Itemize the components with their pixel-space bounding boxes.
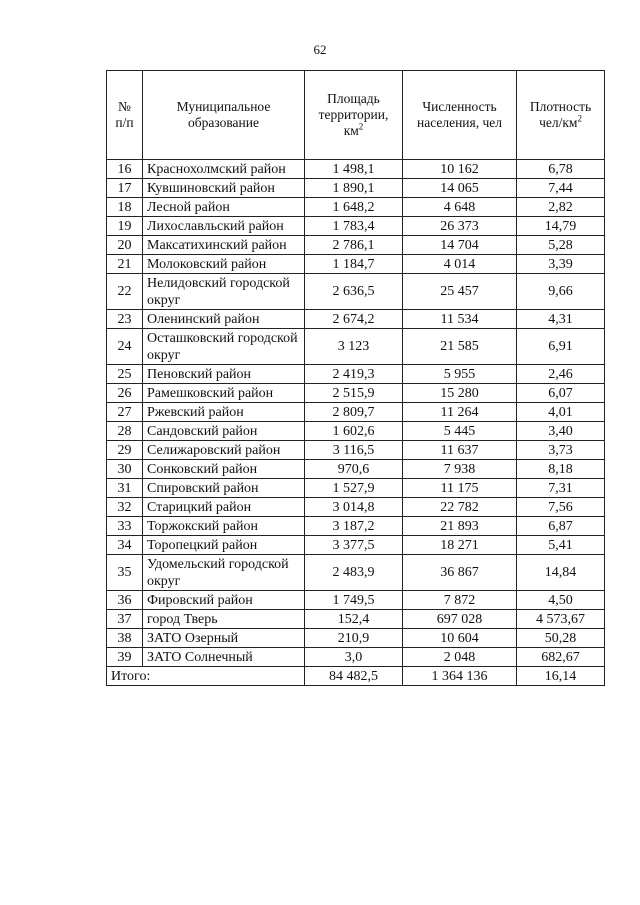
total-area: 84 482,5 [305, 667, 403, 686]
row-density: 4,01 [517, 403, 605, 422]
row-density: 50,28 [517, 629, 605, 648]
row-name: Удомельский городской округ [143, 555, 305, 591]
row-density: 4,31 [517, 310, 605, 329]
row-population: 7 938 [403, 460, 517, 479]
row-name: Осташковский городской округ [143, 329, 305, 365]
row-area: 152,4 [305, 610, 403, 629]
table-row [107, 629, 605, 648]
row-name: ЗАТО Солнечный [143, 648, 305, 667]
row-density: 4,50 [517, 591, 605, 610]
row-name: Торопецкий район [143, 536, 305, 555]
row-number: 28 [107, 422, 143, 441]
row-density: 2,82 [517, 198, 605, 217]
row-density: 7,44 [517, 179, 605, 198]
table-row [107, 422, 605, 441]
row-population: 7 872 [403, 591, 517, 610]
row-area: 3 116,5 [305, 441, 403, 460]
row-name: Молоковский район [143, 255, 305, 274]
row-area: 2 786,1 [305, 236, 403, 255]
row-number: 29 [107, 441, 143, 460]
row-number: 30 [107, 460, 143, 479]
table-row [107, 460, 605, 479]
row-area: 3 014,8 [305, 498, 403, 517]
row-name: Сонковский район [143, 460, 305, 479]
row-population: 21 893 [403, 517, 517, 536]
row-population: 11 637 [403, 441, 517, 460]
page-number: 62 [313, 42, 327, 57]
row-area: 1 184,7 [305, 255, 403, 274]
row-name: Лихославльский район [143, 217, 305, 236]
row-area: 2 674,2 [305, 310, 403, 329]
table-row [107, 648, 605, 667]
total-row [107, 667, 605, 686]
header-area: Площадь территории, $км^2$ [305, 71, 403, 160]
table-row [107, 255, 605, 274]
row-density: 4 573,67 [517, 610, 605, 629]
row-density: 9,66 [517, 274, 605, 310]
row-density: 6,78 [517, 160, 605, 179]
row-name: Селижаровский район [143, 441, 305, 460]
table-row [107, 179, 605, 198]
row-number: 31 [107, 479, 143, 498]
total-population: 1 364 136 [403, 667, 517, 686]
row-name: Фировский район [143, 591, 305, 610]
row-name: Рамешковский район [143, 384, 305, 403]
row-area: 3,0 [305, 648, 403, 667]
table-row [107, 517, 605, 536]
row-area: 1 602,6 [305, 422, 403, 441]
row-population: 36 867 [403, 555, 517, 591]
table-row [107, 236, 605, 255]
row-number: 35 [107, 555, 143, 591]
row-area: 2 809,7 [305, 403, 403, 422]
row-density: 682,67 [517, 648, 605, 667]
row-number: 33 [107, 517, 143, 536]
row-density: 3,39 [517, 255, 605, 274]
row-density: 5,41 [517, 536, 605, 555]
table-body [107, 160, 605, 667]
row-population: 21 585 [403, 329, 517, 365]
row-number: 27 [107, 403, 143, 422]
row-population: 10 162 [403, 160, 517, 179]
row-area: 210,9 [305, 629, 403, 648]
row-name: ЗАТО Озерный [143, 629, 305, 648]
row-name: Кувшиновский район [143, 179, 305, 198]
row-number: 19 [107, 217, 143, 236]
row-area: 970,6 [305, 460, 403, 479]
header-num: № п/п [107, 71, 143, 160]
row-area: 1 890,1 [305, 179, 403, 198]
row-number: 21 [107, 255, 143, 274]
row-area: 2 483,9 [305, 555, 403, 591]
table-row [107, 403, 605, 422]
row-population: 15 280 [403, 384, 517, 403]
header-population: Численность населения, чел [403, 71, 517, 160]
table-row [107, 310, 605, 329]
row-number: 36 [107, 591, 143, 610]
row-name: город Тверь [143, 610, 305, 629]
row-area: 3 187,2 [305, 517, 403, 536]
row-number: 23 [107, 310, 143, 329]
row-name: Оленинский район [143, 310, 305, 329]
row-area: 1 648,2 [305, 198, 403, 217]
row-number: 38 [107, 629, 143, 648]
row-number: 32 [107, 498, 143, 517]
row-density: 2,46 [517, 365, 605, 384]
table-row [107, 536, 605, 555]
total-label: Итого: [107, 667, 305, 686]
row-population: 2 048 [403, 648, 517, 667]
row-number: 18 [107, 198, 143, 217]
row-population: 5 955 [403, 365, 517, 384]
row-population: 14 704 [403, 236, 517, 255]
row-population: 11 175 [403, 479, 517, 498]
table-row [107, 610, 605, 629]
row-density: 6,91 [517, 329, 605, 365]
table-row [107, 160, 605, 179]
row-population: 11 264 [403, 403, 517, 422]
row-name: Старицкий район [143, 498, 305, 517]
row-density: 7,31 [517, 479, 605, 498]
table-row [107, 329, 605, 365]
table-row [107, 555, 605, 591]
row-density: 6,87 [517, 517, 605, 536]
row-area: 2 515,9 [305, 384, 403, 403]
row-number: 22 [107, 274, 143, 310]
row-population: 4 014 [403, 255, 517, 274]
table-row [107, 217, 605, 236]
row-population: 14 065 [403, 179, 517, 198]
header-density: Плотность чел/$км^2$ [517, 71, 605, 160]
row-area: 3 377,5 [305, 536, 403, 555]
row-population: 10 604 [403, 629, 517, 648]
row-population: 697 028 [403, 610, 517, 629]
row-density: 7,56 [517, 498, 605, 517]
table-row [107, 479, 605, 498]
row-area: 3 123 [305, 329, 403, 365]
row-name: Краснохолмский район [143, 160, 305, 179]
municipal-data-table [106, 70, 605, 686]
row-area: 1 527,9 [305, 479, 403, 498]
row-name: Сандовский район [143, 422, 305, 441]
row-area: 1 498,1 [305, 160, 403, 179]
row-name: Спировский район [143, 479, 305, 498]
row-density: 8,18 [517, 460, 605, 479]
row-density: 3,40 [517, 422, 605, 441]
row-name: Торжокский район [143, 517, 305, 536]
row-name: Лесной район [143, 198, 305, 217]
table-row [107, 498, 605, 517]
row-density: 5,28 [517, 236, 605, 255]
row-number: 37 [107, 610, 143, 629]
row-area: 2 636,5 [305, 274, 403, 310]
row-name: Максатихинский район [143, 236, 305, 255]
row-number: 39 [107, 648, 143, 667]
row-density: 6,07 [517, 384, 605, 403]
row-number: 24 [107, 329, 143, 365]
row-number: 26 [107, 384, 143, 403]
table-row [107, 274, 605, 310]
row-name: Ржевский район [143, 403, 305, 422]
row-name: Нелидовский городской округ [143, 274, 305, 310]
table-row [107, 365, 605, 384]
header-name: Муниципальное образование [143, 71, 305, 160]
row-name: Пеновский район [143, 365, 305, 384]
row-number: 25 [107, 365, 143, 384]
table-row [107, 198, 605, 217]
row-density: 14,79 [517, 217, 605, 236]
row-density: 3,73 [517, 441, 605, 460]
row-density: 14,84 [517, 555, 605, 591]
row-population: 18 271 [403, 536, 517, 555]
row-population: 25 457 [403, 274, 517, 310]
row-number: 16 [107, 160, 143, 179]
table-row [107, 591, 605, 610]
row-area: 1 749,5 [305, 591, 403, 610]
row-number: 20 [107, 236, 143, 255]
row-area: 1 783,4 [305, 217, 403, 236]
total-density: 16,14 [517, 667, 605, 686]
row-population: 26 373 [403, 217, 517, 236]
row-population: 22 782 [403, 498, 517, 517]
row-number: 34 [107, 536, 143, 555]
row-area: 2 419,3 [305, 365, 403, 384]
table-row [107, 441, 605, 460]
row-number: 17 [107, 179, 143, 198]
row-population: 11 534 [403, 310, 517, 329]
row-population: 4 648 [403, 198, 517, 217]
table-row [107, 384, 605, 403]
row-population: 5 445 [403, 422, 517, 441]
table-header [107, 71, 605, 160]
